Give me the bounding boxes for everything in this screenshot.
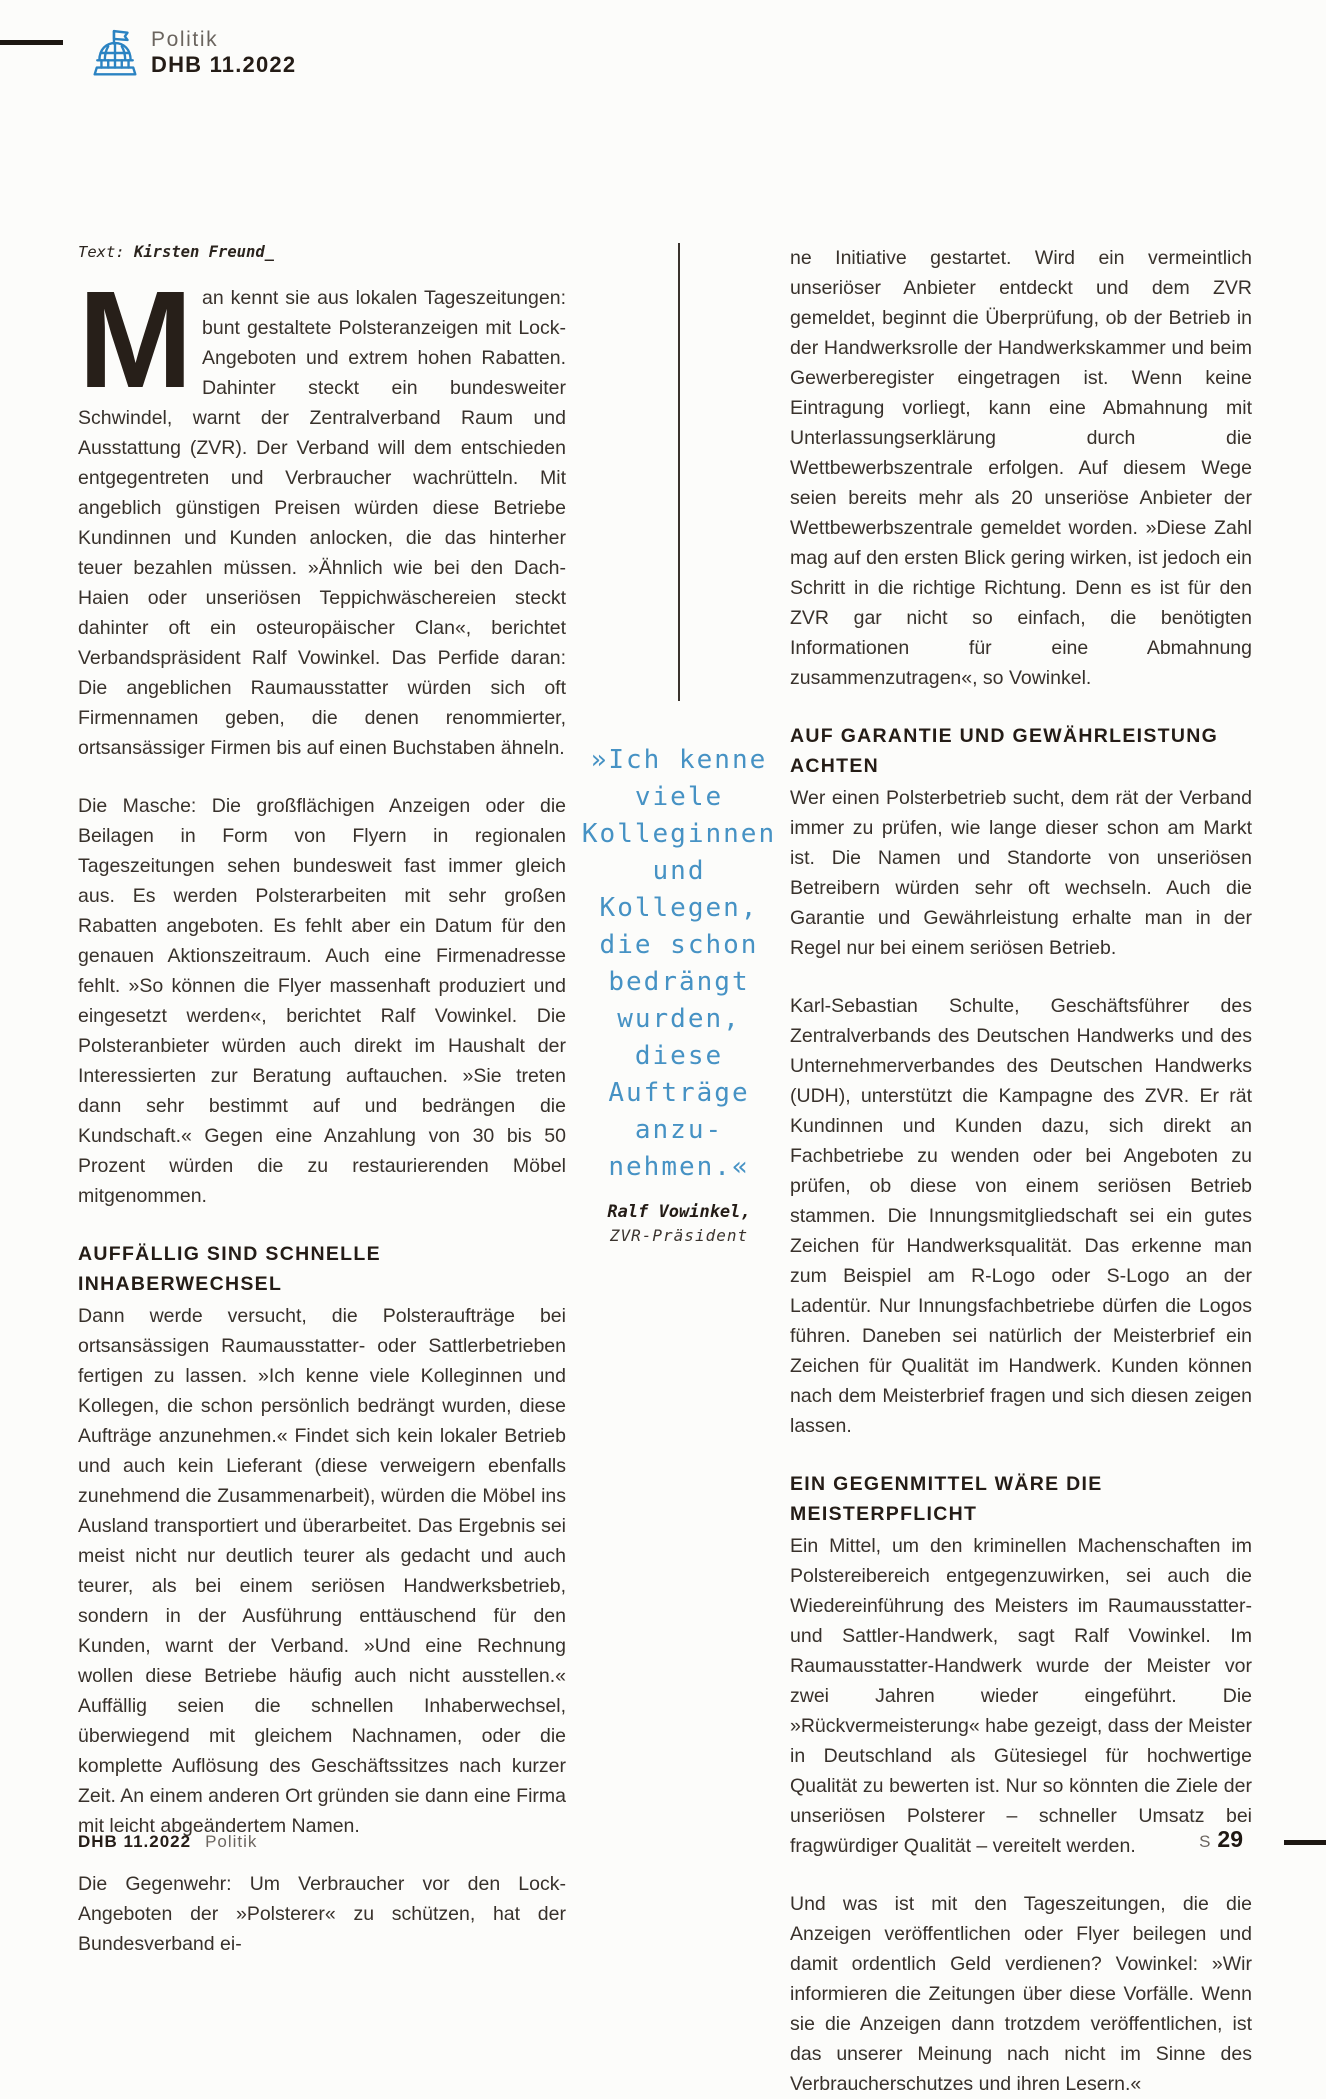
pull-quote-line: Kollegen,: [599, 893, 759, 923]
paragraph-gegenwehr: Die Gegenwehr: Um Verbraucher vor den Lock-Angeboten der »Polsterer« zu schützen, hat der Bundesverband ei-: [78, 1873, 566, 1955]
pull-quote-line: die schon: [599, 930, 759, 960]
pull-quote: [564, 742, 794, 1248]
paragraph-inhaberwechsel: Dann werde versucht, die Polsteraufträge bei ortsansässigen Raumausstatter- oder Sattlerbetrieben fertigen zu lassen. »Ich kenne viele Kolleginnen und Kollegen, die schon persönlich bedrängt wurden, diese Aufträge anzunehmen.« Findet sich kein lokaler Betrieb und auch kein Lieferant (diese verweigern ebenfalls zunehmend die Zusammenarbeit), würden die Möbel ins Ausland transportiert und überarbeitet. Das Ergebnis sei meist nicht nur deutlich teurer als gedacht und auch teurer, als bei einem seriösen Handwerksbetrieb, sondern in der Ausführung enttäuschend für den Kunden, warnt der Verband. »Und eine Rechnung wollen diese Betriebe häufig auch nicht ausstellen.« Auffällig seien die schnellen Inhaberwechsel, überwiegend mit gleichem Nachnamen, oder die komplette Auflösung des Geschäftssitzes nach kurzer Zeit. An einem anderen Ort gründen sie dann eine Firma mit leicht abgeändertem Namen.: [78, 1305, 566, 1837]
paragraph-masche: Die Masche: Die großflächigen Anzeigen oder die Beilagen in Form von Flyern in regionalen Tageszeitungen sehen bundesweit fast immer gleich aus. Es werden Polsterarbeiten mit sehr großen Rabatten angeboten. Es fehlt aber ein Datum für den genauen Aktionszeitraum. Auch eine Firmenadresse fehlt. »So können die Flyer massenhaft produziert und eingesetzt werden«, berichtet Ralf Vowinkel. Die Polsteranbieter würden auch direkt im Haushalt der Interessierten zur Beratung auftauchen. »Sie treten dann sehr bestimmt auf und bedrängen die Kundschaft.« Gegen eine Anzahlung von 30 bis 50 Prozent würden die zu restaurierenden Möbel mitgenommen.: [78, 795, 566, 1207]
footer-issue-label: DHB 11.2022: [78, 1832, 192, 1851]
footer-page-indicator: [1199, 1826, 1243, 1853]
pull-quote-line: anzu-: [634, 1115, 724, 1145]
dropcap-letter: M: [78, 263, 186, 417]
paragraph-intro: [78, 263, 566, 763]
footer-section-label: Politik: [205, 1832, 258, 1851]
section-heading-garantie: AUF GARANTIE UND GEWÄHRLEISTUNG ACHTEN: [790, 725, 1219, 777]
paragraph-tageszeitungen: Und was ist mit den Tageszeitungen, die die Anzeigen veröffentlichen oder Flyer beilegen und damit ordentlich Geld verdienen? Vowinkel: »Wir informieren die Zeitungen über diese Vorfälle. Wenn sie die Anzeigen dann trotzdem veröffentlichen, ist das unserer Meinung nach nicht im Sinne des Verbraucherschutzes und ihren Lesern.«: [790, 1893, 1252, 2095]
pull-quote-line: und: [652, 856, 706, 886]
reichstag-dome-icon: [92, 28, 138, 78]
header-labels: [151, 28, 296, 78]
byline-prefix: Text:: [78, 243, 134, 261]
pull-quote-line: viele: [634, 782, 724, 812]
pull-quote-line: nehmen.«: [608, 1152, 750, 1182]
byline-author: Kirsten Freund_: [134, 243, 274, 261]
pull-quote-line: diese: [634, 1041, 724, 1071]
pull-quote-line: Aufträge: [608, 1078, 750, 1108]
paragraph-schulte: Karl-Sebastian Schulte, Geschäftsführer des Zentralverbands des Deutschen Handwerks und des Unternehmerverbandes des Deutschen Handwerks (UDH), unterstützt die Kampagne des ZVR. Er rät Kundinnen und Kunden dazu, sich direkt an Fachbetriebe zu wenden oder bei Angeboten zu prüfen, ob diese von einem seriösen Betrieb stammen. Die Innungsmitgliedschaft sei ein gutes Zeichen für Handwerksqualität. Das erkenne man zum Beispiel am R-Logo oder S-Logo an der Ladentür. Nur Innungsfachbetriebe dürfen die Logos führen. Daneben sei natürlich der Meisterbrief ein Zeichen für Qualität im Handwerk. Kunden können nach dem Meisterbrief fragen und sich diesen zeigen lassen.: [790, 995, 1252, 1437]
section-heading-meisterpflicht: EIN GEGENMITTEL WÄRE DIE MEISTERPFLICHT: [790, 1473, 1103, 1525]
pull-quote-line: wurden,: [617, 1004, 741, 1034]
byline: [78, 243, 566, 261]
footer-page-prefix: S: [1199, 1832, 1212, 1851]
pull-quote-attribution: [564, 1200, 794, 1248]
page-header: [92, 28, 296, 78]
paragraph-meisterpflicht: Ein Mittel, um den kriminellen Machenschaften im Polstereibereich entgegenzuwirken, sei auch die Wiedereinführung des Meisters im Raumausstatter- und Sattler-Handwerk, sagt Ralf Vowinkel. Im Raumausstatter-Handwerk wurde der Meister vor zwei Jahren wieder eingeführt. Die »Rückvermeisterung« habe gezeigt, dass der Meister in Deutschland als Gütesiegel für hochwertige Qualität zu bewerten ist. Nur so könnten die Ziele der unseriösen Polsterer – schneller Umsatz bei fragwürdiger Qualität – vereitelt werden.: [790, 1535, 1252, 1857]
header-issue-label: DHB 11.2022: [151, 52, 297, 77]
paragraph-intro-text: an kennt sie aus lokalen Tageszeitungen: bunt gestaltete Polsteranzeigen mit Lock-Angeboten und extrem hohen Rabatten. Dahinter steckt ein bundesweiter Schwindel, warnt der Zentralverband Raum und Ausstattung (ZVR). Der Verband will dem entschieden entgegentreten und Verbraucher wachrütteln. Mit angeblich günstigen Preisen würden diese Betriebe Kundinnen und Kunden anlocken, die das hinterher teuer bezahlen müssen. »Ähnlich wie bei den Dach-Haien oder unseriösen Teppichwäschereien steckt dahinter oft ein osteuropäischer Clan«, berichtet Verbandspräsident Ralf Vowinkel. Das Perfide daran: Die angeblichen Raumausstatter würden sich oft Firmennamen geben, die denen renommierter, ortsansässiger Firmen bis auf einen Buchstaben ähneln.: [78, 287, 566, 759]
footer-page-number: 29: [1217, 1826, 1243, 1852]
article-column-right: [790, 243, 1252, 2099]
paragraph-initiative: ne Initiative gestartet. Wird ein vermeintlich unseriöser Anbieter entdeckt und dem ZVR gemeldet, beginnt die Überprüfung, ob der Betrieb in der Handwerksrolle der Handwerkskammer und beim Gewerberegister eingetragen ist. Wenn keine Eintragung vorliegt, kann eine Abmahnung mit Unterlassungserklärung durch die Wettbewerbszentrale erfolgen. Auf diesem Wege seien bereits mehr als 20 unseriöse Anbieter der Wettbewerbszentrale gemeldet worden. »Diese Zahl mag auf den ersten Blick gering wirken, ist jedoch ein Schritt in die richtige Richtung. Denn es ist für den ZVR gar nicht so einfach, die benötigten Informationen für eine Abmahnung zusammenzutragen«, so Vowinkel.: [790, 247, 1252, 689]
pull-quote-line: Kolleginnen: [581, 819, 777, 849]
header-left-rule: [0, 40, 63, 45]
column-divider-rule: [678, 243, 680, 701]
footer-left: [78, 1832, 257, 1852]
quote-author-name: Ralf Vowinkel,: [607, 1202, 751, 1222]
section-heading-inhaberwechsel: AUFFÄLLIG SIND SCHNELLE INHABERWECHSEL: [78, 1243, 381, 1295]
paragraph-garantie: Wer einen Polsterbetrieb sucht, dem rät der Verband immer zu prüfen, wie lange dieser schon am Markt ist. Die Namen und Standorte von unseriösen Betreibern würden sehr oft wechseln. Auch die Garantie und Gewährleistung erhalte man in der Regel nur bei einem seriösen Betrieb.: [790, 787, 1252, 959]
pull-quote-line: bedrängt: [608, 967, 750, 997]
article-column-left: [78, 243, 566, 1959]
header-section-label: Politik: [151, 28, 219, 51]
footer-right-rule: [1284, 1840, 1326, 1845]
pull-quote-line: »Ich kenne: [590, 745, 768, 775]
quote-author-role: ZVR-Präsident: [609, 1226, 749, 1245]
